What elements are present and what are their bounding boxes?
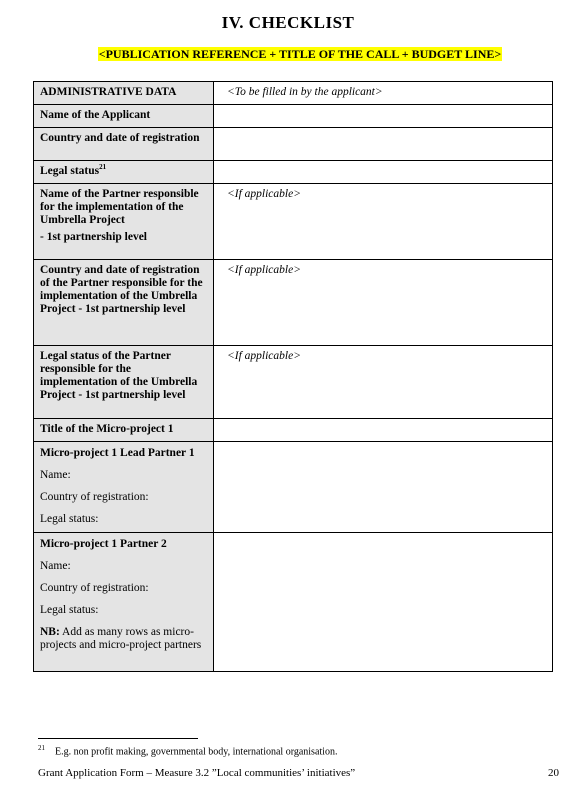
row-label [34, 533, 214, 672]
row-label-text: Micro-project 1 Lead Partner 1 [40, 447, 195, 459]
row-value[interactable]: <If applicable> [214, 260, 553, 346]
checklist-table [33, 81, 553, 672]
table-row [34, 346, 553, 419]
page-number: 20 [548, 767, 559, 779]
row-label [34, 161, 214, 184]
table-row [34, 184, 553, 260]
table-row [34, 260, 553, 346]
row-value[interactable] [214, 442, 553, 533]
row-label [34, 442, 214, 533]
footnote-ref: 21 [99, 163, 107, 172]
footnote-divider [38, 738, 198, 739]
header-label: ADMINISTRATIVE DATA [34, 82, 214, 105]
row-value[interactable] [214, 533, 553, 672]
field-name: Name: [40, 469, 71, 481]
row-label-text: Micro-project 1 Partner 2 [40, 538, 167, 550]
table-row [34, 161, 553, 184]
row-label [34, 184, 214, 260]
row-label: Country and date of registration [34, 128, 214, 161]
field-name: Name: [40, 560, 71, 572]
row-value[interactable] [214, 161, 553, 184]
table-row [34, 105, 553, 128]
section-title: IV. CHECKLIST [221, 13, 355, 32]
field-legal-status: Legal status: [40, 513, 99, 525]
row-label: Legal status of the Partner responsible for the implementation of the Umbrella Project - 1st partnership level [34, 346, 214, 419]
field-country: Country of registration: [40, 582, 149, 594]
header-value: <To be filled in by the applicant> [214, 82, 553, 105]
footnote-number: 21 [38, 744, 45, 752]
field-legal-status: Legal status: [40, 604, 99, 616]
row-value[interactable]: <If applicable> [214, 346, 553, 419]
footnote [38, 744, 337, 757]
table-row [34, 128, 553, 161]
row-label-text: Legal status [40, 165, 100, 177]
call-reference [0, 47, 576, 62]
call-reference-highlight: <PUBLICATION REFERENCE + TITLE OF THE CALL + BUDGET LINE> [98, 47, 502, 61]
row-label-extra: - 1st partnership level [40, 231, 148, 243]
footer-title: Grant Application Form – Measure 3.2 ”Local communities’ initiatives” [38, 767, 356, 779]
row-value[interactable] [214, 128, 553, 161]
nb-text: Add as many rows as micro-projects and micro-project partners [40, 626, 202, 651]
row-label: Name of the Applicant [34, 105, 214, 128]
table-row [34, 419, 553, 442]
row-label-text: Name of the Partner responsible for the implementation of the Umbrella Project [40, 188, 199, 226]
row-value[interactable]: <If applicable> [214, 184, 553, 260]
nb-label: NB: [40, 626, 60, 638]
table-header-row [34, 82, 553, 105]
row-value[interactable] [214, 419, 553, 442]
field-country: Country of registration: [40, 491, 149, 503]
row-label: Title of the Micro-project 1 [34, 419, 214, 442]
row-label: Country and date of registration of the Partner responsible for the implementation of the Umbrella Project - 1st partnership level [34, 260, 214, 346]
table-row [34, 533, 553, 672]
footnote-text: E.g. non profit making, governmental body, international organisation. [55, 746, 338, 758]
row-value[interactable] [214, 105, 553, 128]
nb-note [40, 626, 208, 652]
table-row [34, 442, 553, 533]
